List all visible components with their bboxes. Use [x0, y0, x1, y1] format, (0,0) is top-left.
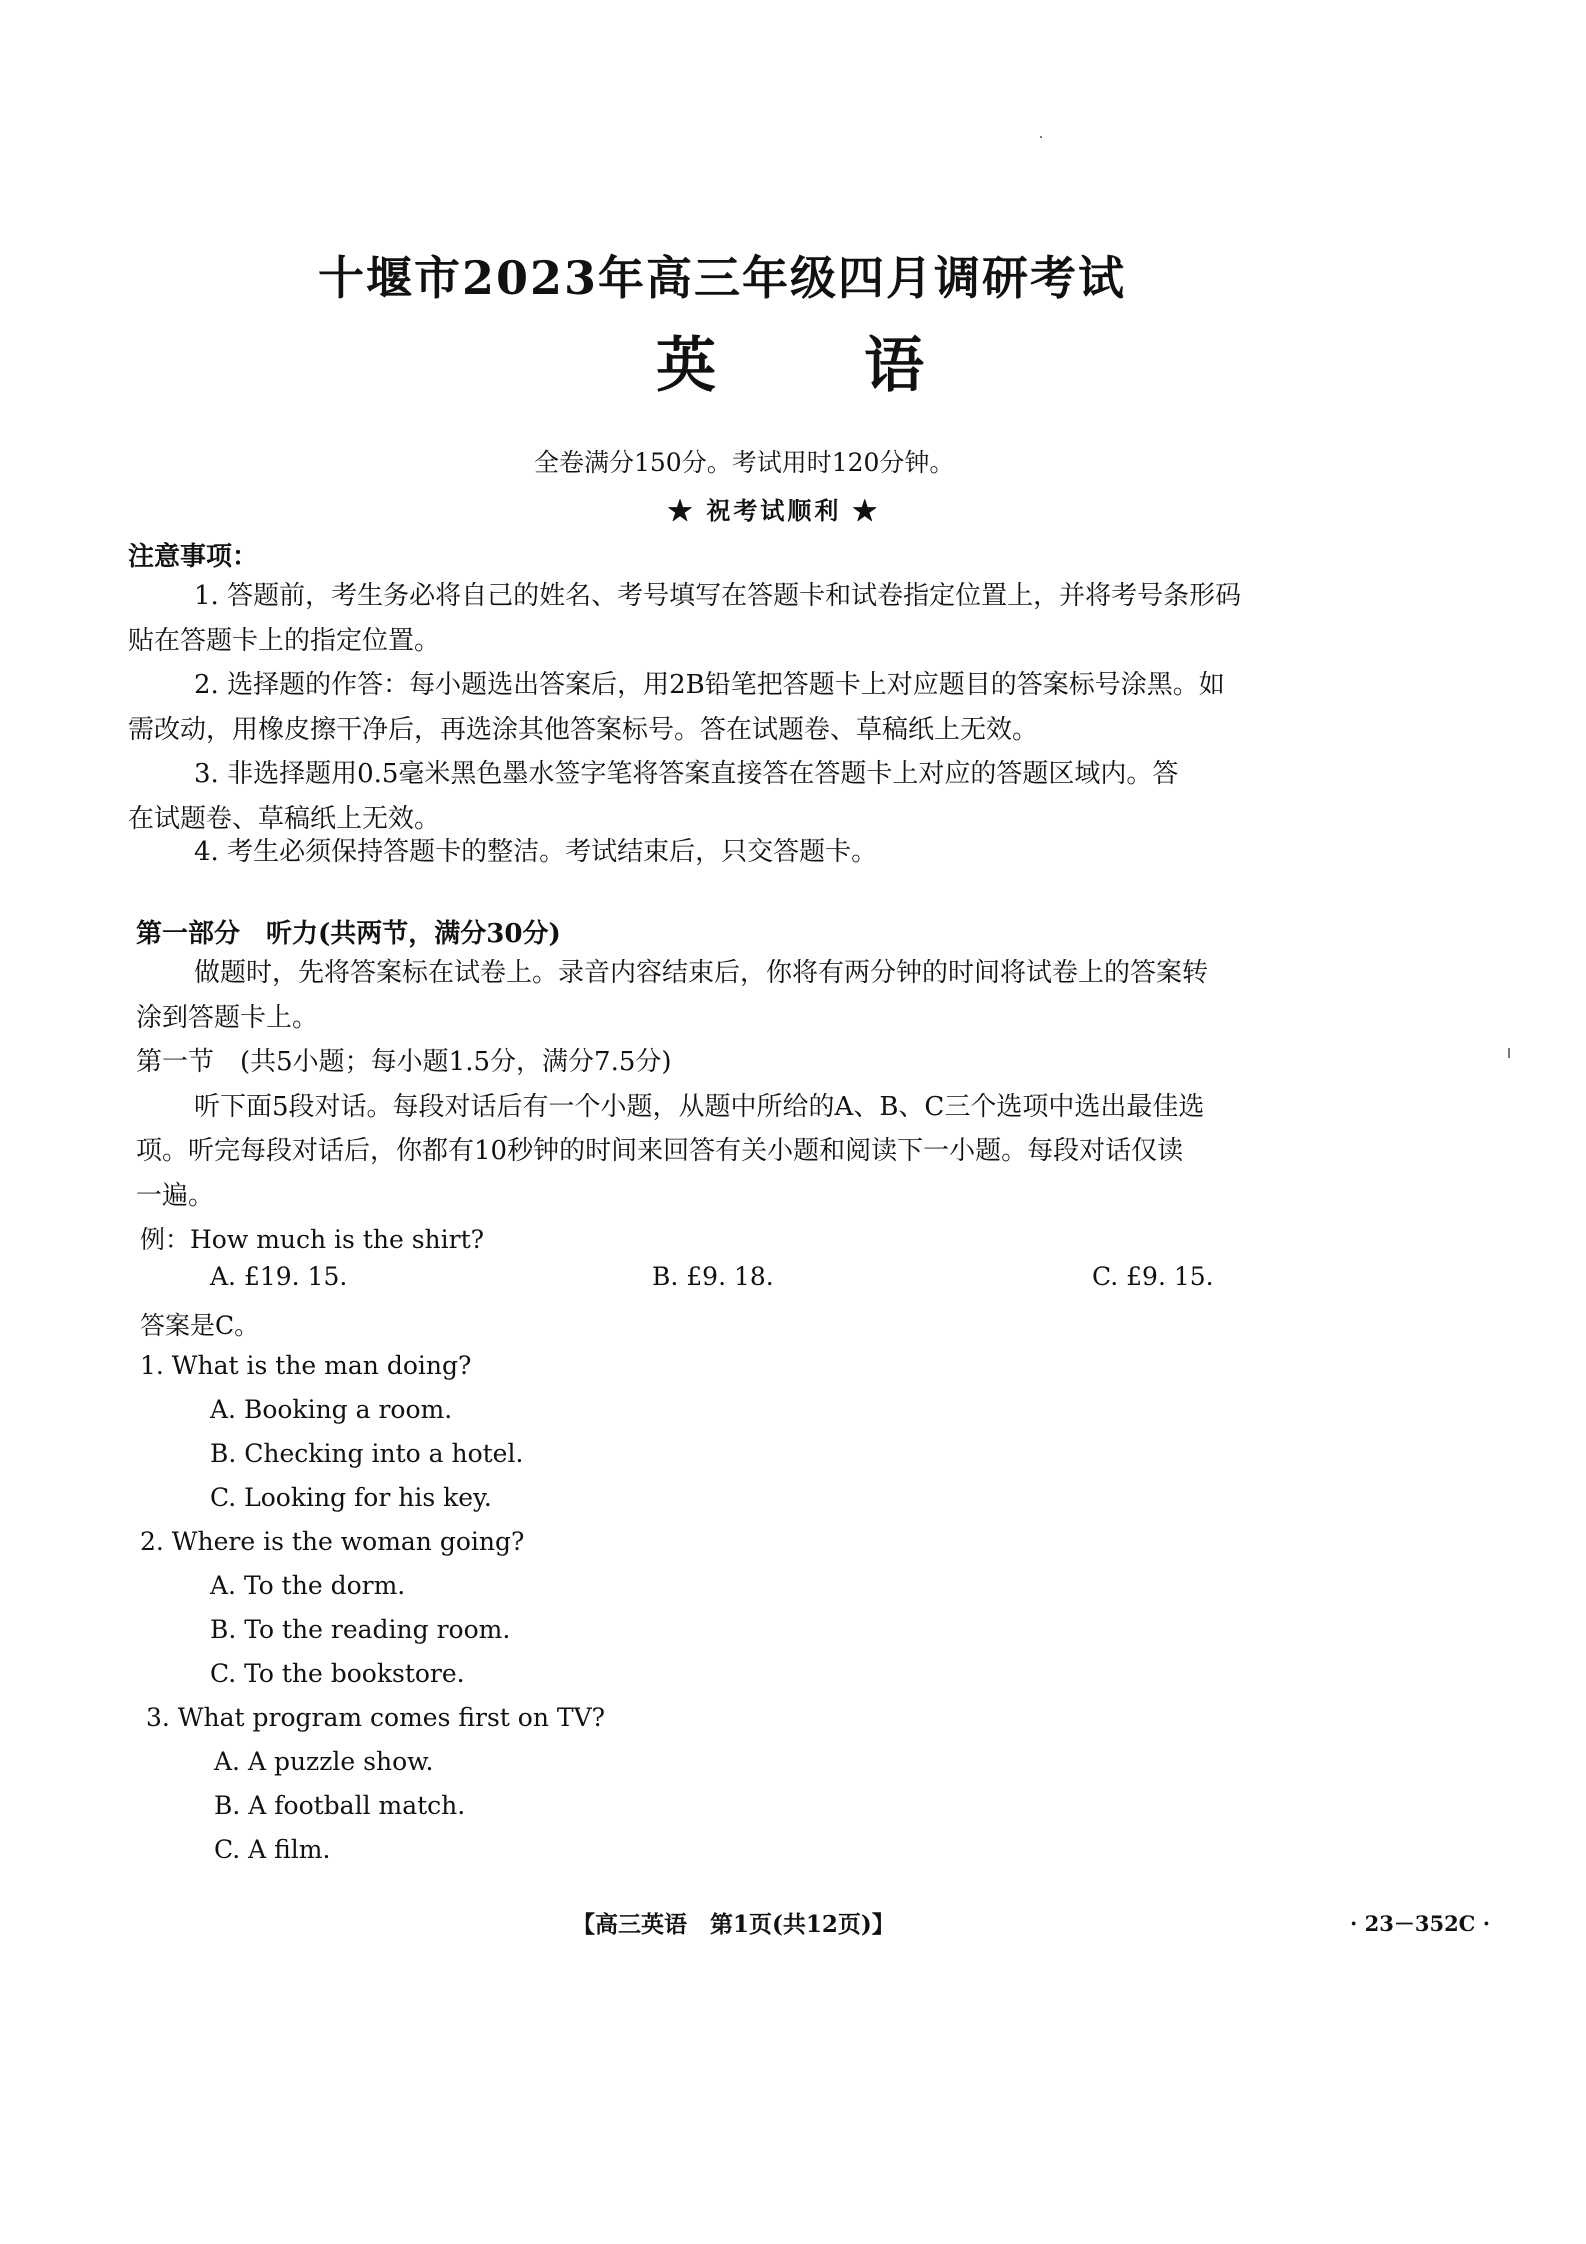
notice-item-4: 4. 考生必须保持答题卡的整洁。考试结束后，只交答题卡。 — [194, 837, 878, 867]
question-2-option-b: B. To the reading room. — [210, 1615, 511, 1644]
question-2-option-a: A. To the dorm. — [210, 1571, 406, 1600]
part1-heading: 第一部分 听力(共两节，满分30分) — [136, 919, 561, 949]
scan-speck — [1040, 136, 1042, 138]
exam-meta: 全卷满分150分。考试用时120分钟。 — [534, 448, 955, 477]
subject-title — [656, 318, 924, 404]
question-1-option-c: C. Looking for his key. — [210, 1483, 492, 1512]
example-question: 例：How much is the shirt? — [140, 1225, 485, 1254]
section1-heading: 第一节 (共5小题；每小题1.5分，满分7.5分) — [136, 1047, 672, 1077]
page-footer-label: 【高三英语 第1页(共12页)】 — [572, 1911, 895, 1938]
section1-line-1: 听下面5段对话。每段对话后有一个小题，从题中所给的A、B、C三个选项中选出最佳选 — [194, 1092, 1205, 1122]
good-luck-line: ★ 祝考试顺利 ★ — [668, 496, 880, 525]
notice-item-3-line-2: 在试题卷、草稿纸上无效。 — [128, 804, 441, 834]
notice-heading: 注意事项： — [128, 542, 259, 572]
notice-item-2-line-2: 需改动，用橡皮擦干净后，再选涂其他答案标号。答在试题卷、草稿纸上无效。 — [128, 715, 1039, 745]
subject-char-2: 语 — [864, 331, 924, 401]
question-2-stem: 2. Where is the woman going? — [140, 1527, 525, 1556]
example-answer: 答案是C。 — [140, 1311, 260, 1340]
section1-line-3: 一遍。 — [136, 1181, 215, 1211]
question-3-option-b: B. A football match. — [214, 1791, 466, 1820]
notice-item-1-line-1: 1. 答题前，考生务必将自己的姓名、考号填写在答题卡和试卷指定位置上，并将考号条形码 — [194, 581, 1242, 611]
example-option-a: A. £19. 15. — [210, 1262, 348, 1291]
notice-item-3-line-1: 3. 非选择题用0.5毫米黑色墨水签字笔将答案直接答在答题卡上对应的答题区域内。答 — [194, 759, 1179, 789]
question-1-stem: 1. What is the man doing? — [140, 1351, 472, 1380]
exam-title: 十堰市2023年高三年级四月调研考试 — [318, 251, 1127, 305]
question-1-option-a: A. Booking a room. — [210, 1395, 453, 1424]
notice-item-1-line-2: 贴在答题卡上的指定位置。 — [128, 626, 441, 656]
notice-item-2-line-1: 2. 选择题的作答：每小题选出答案后，用2B铅笔把答题卡上对应题目的答案标号涂黑。如 — [194, 670, 1225, 700]
question-3-option-a: A. A puzzle show. — [214, 1747, 434, 1776]
part1-intro-line-1: 做题时，先将答案标在试卷上。录音内容结束后，你将有两分钟的时间将试卷上的答案转 — [194, 958, 1209, 988]
part1-intro-line-2: 涂到答题卡上。 — [136, 1003, 319, 1033]
example-option-c: C. £9. 15. — [1092, 1262, 1214, 1291]
section1-line-2: 项。听完每段对话后，你都有10秒钟的时间来回答有关小题和阅读下一小题。每段对话仅读 — [136, 1136, 1184, 1166]
example-option-b: B. £9. 18. — [652, 1262, 774, 1291]
subject-char-1: 英 — [656, 331, 716, 401]
question-2-option-c: C. To the bookstore. — [210, 1659, 465, 1688]
question-3-option-c: C. A film. — [214, 1835, 331, 1864]
question-3-stem: 3. What program comes first on TV? — [146, 1703, 606, 1732]
scan-speck — [1508, 1048, 1510, 1058]
question-1-option-b: B. Checking into a hotel. — [210, 1439, 524, 1468]
paper-code: · 23－352C · — [1350, 1911, 1491, 1936]
